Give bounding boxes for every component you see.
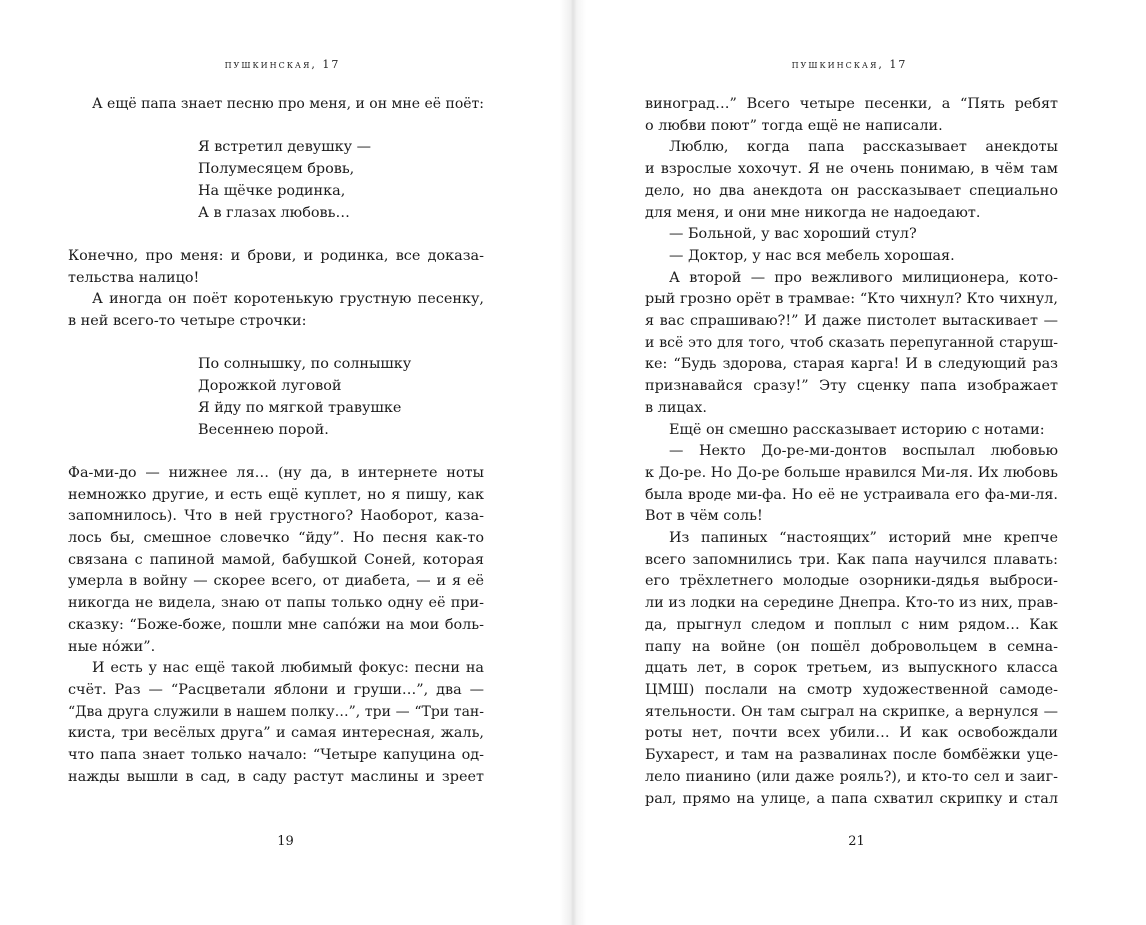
paragraph-line: киста, три весёлых друга” и самая интересная, жаль, (68, 725, 484, 742)
paragraph-line: признавайся сразу!” Эту сценку папа изображает (645, 378, 1058, 395)
paragraph-line: немножко другие, и есть ещё куплет, но я пишу, как (68, 486, 484, 503)
verse-line: Я встретил девушку — (198, 139, 372, 156)
paragraph-line: лело пианино (или даже рояль?), и кто-то сел и заиг- (645, 768, 1058, 785)
paragraph-line: всего запомнились три. Как папа научился плавать: (645, 551, 1058, 568)
paragraph-line: И есть у нас ещё такой любимый фокус: песни на (92, 660, 484, 677)
left-page-text (68, 94, 484, 788)
paragraph-line: рал, прямо на улице, а папа схватил скрипку и стал (645, 790, 1058, 807)
paragraph-line: “Два друга служили в нашем полку…”, три — “Три тан- (68, 703, 484, 720)
paragraph-line: — Некто До-ре-ми-донтов воспылал любовью (669, 443, 1058, 460)
paragraph-line: дцать лет, в сорок третьем, из выпускного класса (645, 660, 1058, 677)
paragraph-line: А иногда он поёт коротенькую грустную песенку, (92, 291, 484, 308)
paragraph-line: я вас спрашиваю?!” И даже пистолет вытаскивает — (645, 313, 1058, 330)
verse-block-2 (198, 354, 484, 441)
paragraph-line: папу на войне (он пошёл добровольцем в семна- (645, 638, 1058, 655)
intro-line: А ещё папа знает песню про меня, и он мне её поёт: (92, 96, 484, 112)
paragraph-line: для меня, и они мне никогда не надоедают. (645, 204, 981, 221)
paragraph-line: к До-ре. Но До-ре больше нравился Ми-ля. Их любовь (645, 464, 1058, 481)
verse-line: Я йду по мягкой травушке (198, 399, 402, 416)
right-page-text (645, 94, 1058, 810)
verse-line: А в глазах любовь… (198, 204, 350, 221)
right-page (573, 0, 1146, 925)
verse-line: Дорожкой луговой (198, 378, 342, 395)
dialogue-line: — Больной, у вас хороший стул? (669, 226, 917, 243)
paragraph-line: ли из лодки на середине Днепра. Кто-то из них, прав- (645, 595, 1058, 612)
paragraph-line: была вроде ми-фа. Но её не устраивала его фа-ми-ля. (645, 486, 1058, 503)
page-number-left: 19 (277, 834, 294, 849)
paragraph-line: о любви поют” тогда ещё не написали. (645, 117, 943, 134)
paragraph-line: Ещё он смешно рассказывает историю с нотами: (669, 421, 1045, 438)
paragraph-line: Вот в чём соль! (645, 508, 763, 525)
paragraph-line: связана с папиной мамой, бабушкой Соней, которая (68, 551, 484, 568)
paragraph-line: роты нет, почти всех убили… И как освобождали (645, 725, 1058, 742)
paragraph-line: виноград…” Всего четыре песенки, а “Пять ребят (645, 96, 1058, 112)
verse-line: Полумесяцем бровь, (198, 161, 355, 178)
paragraph-line: нажды вышли в сад, в саду растут маслины и зреет (68, 768, 484, 785)
paragraph-line: ятельности. Он там сыграл на скрипке, а вернулся — (645, 703, 1058, 720)
paragraph-line: дело, но два анекдота он рассказывает специально (645, 182, 1058, 199)
paragraph-line: и всё это для того, чтоб сказать перепуганной старуш- (645, 334, 1058, 351)
paragraph-line: счёт. Раз — “Расцветали яблони и груши…”, два — (68, 681, 484, 698)
paragraph-line: и взрослые хохочут. Я не очень понимаю, в чём там (645, 161, 1058, 178)
paragraph-line: умерла в войну — скорее всего, от диабета, — и я её (68, 573, 484, 590)
running-head-right: пушкинская, 17 (791, 58, 908, 71)
paragraph-line: что папа знает только начало: “Четыре капуцина од- (68, 747, 484, 764)
paragraph-line: тельства налицо! (68, 269, 200, 286)
page-number-right: 21 (848, 834, 865, 849)
paragraph-line: А второй — про вежливого милиционера, кото- (669, 269, 1058, 286)
paragraph-line: Фа-ми-до — нижнее ля… (ну да, в интернете ноты (68, 464, 484, 481)
paragraph-line: ные нóжи”. (68, 638, 156, 655)
paragraph-line: да, прыгнул следом и поплыл с ним рядом… Как (645, 616, 1058, 633)
paragraph-line: рый грозно орёт в трамвае: “Кто чихнул? Кто чихнул, (645, 291, 1058, 308)
paragraph-line: ке: “Будь здорова, старая карга! И в следующий раз (645, 356, 1058, 373)
paragraph-line: его трёхлетнего молодые озорники-дядья выброси- (645, 573, 1058, 590)
verse-line: По солнышку, по солнышку (198, 356, 412, 373)
verse-line: На щёчке родинка, (198, 182, 346, 199)
verse-block-1 (198, 137, 484, 224)
paragraph-line: Из папиных “настоящих” историй мне крепче (669, 530, 1058, 547)
verse-line: Весеннею порой. (198, 421, 329, 438)
paragraph-line: лось бы, смешное словечко “йду”. Но песня как-то (68, 530, 484, 546)
paragraph-line: ЦМШ) послали на смотр художественной самоде- (645, 681, 1058, 698)
paragraph-line: Бухарест, и там на развалинах после бомбёжки уце- (645, 747, 1058, 764)
paragraph-line: в лицах. (645, 399, 707, 416)
paragraph-line: никогда не видела, знаю от папы только одну её при- (68, 595, 484, 612)
paragraph-line: в ней всего-то четыре строчки: (68, 313, 307, 329)
paragraph-line: Люблю, когда папа рассказывает анекдоты (669, 139, 1058, 156)
paragraph-line: запомнилось). Что в ней грустного? Наоборот, каза- (68, 508, 484, 525)
dialogue-line: — Доктор, у нас вся мебель хорошая. (669, 247, 955, 264)
running-head-left: пушкинская, 17 (224, 58, 341, 71)
paragraph-line: сказку: “Боже-боже, пошли мне сапóжи на мои боль- (68, 616, 484, 633)
paragraph-line: Конечно, про меня: и брови, и родинка, все доказа- (68, 247, 484, 264)
